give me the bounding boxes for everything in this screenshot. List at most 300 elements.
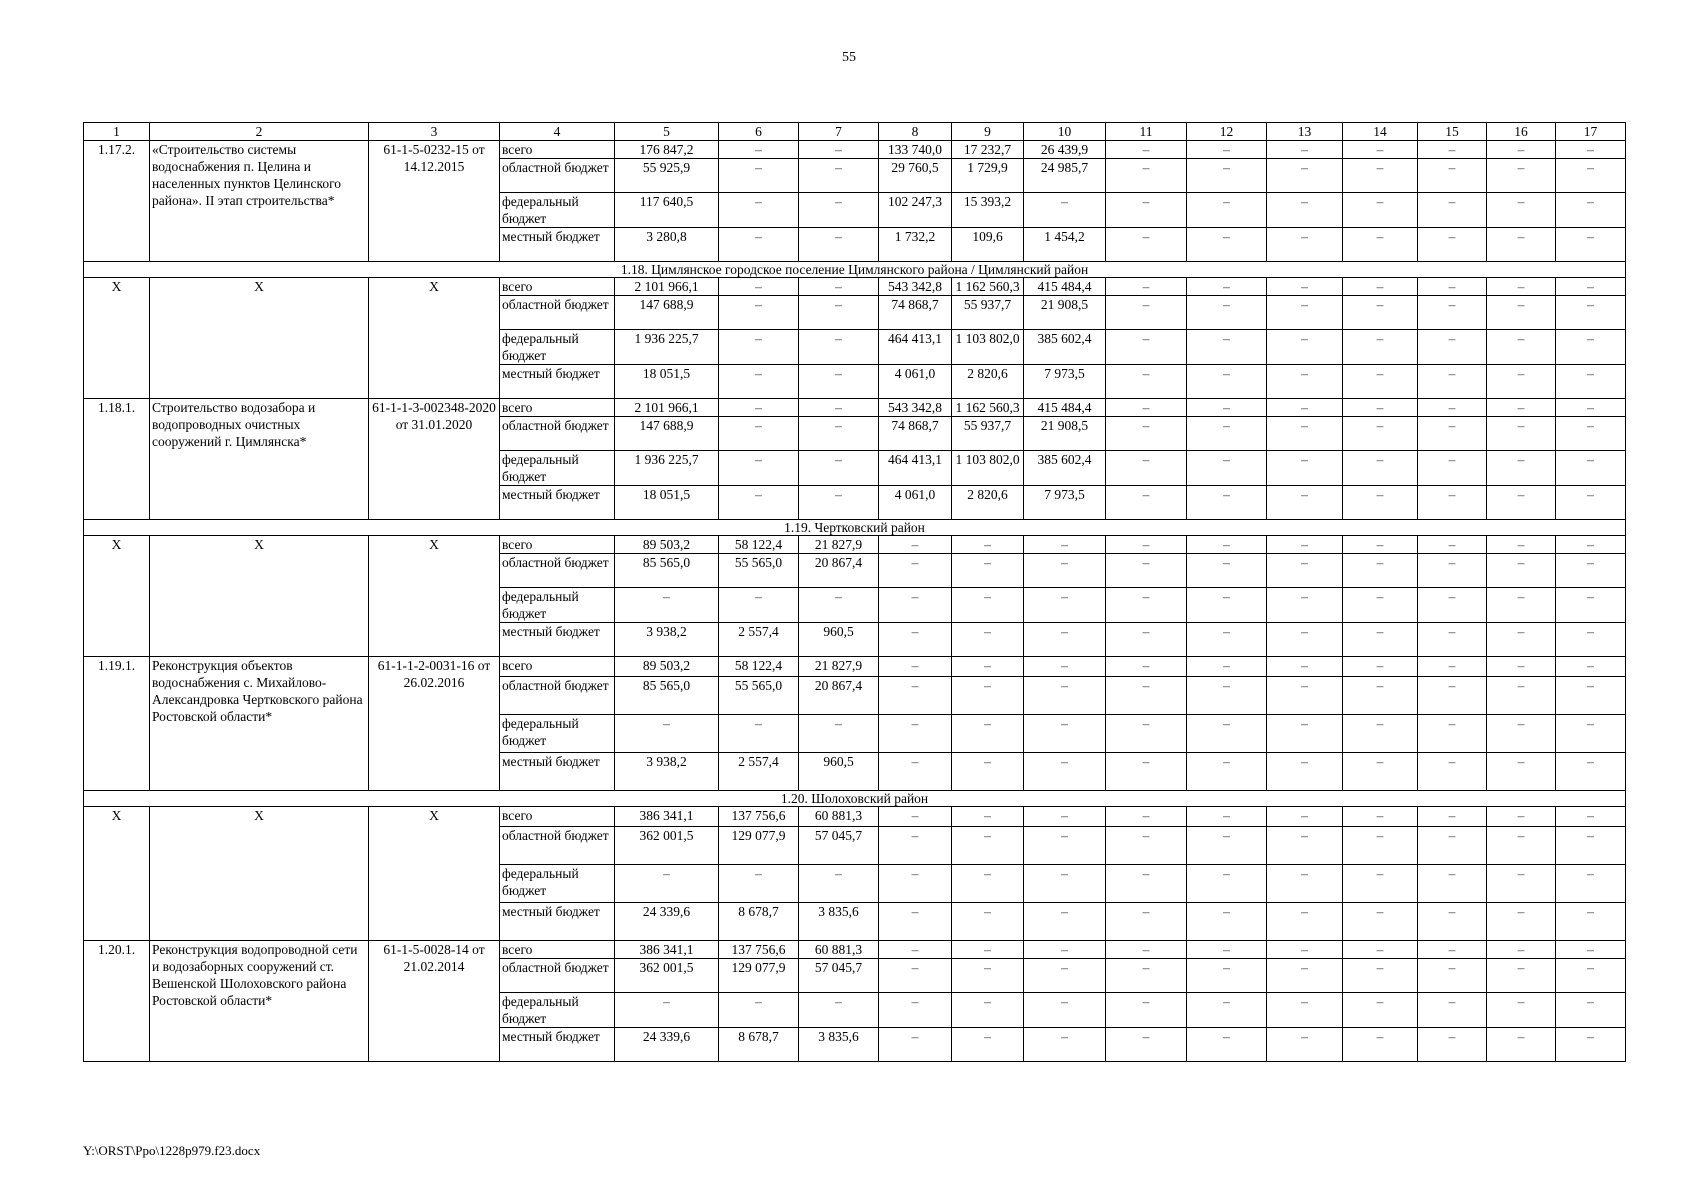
value-cell: – bbox=[1024, 536, 1106, 554]
col-header: 9 bbox=[952, 123, 1024, 141]
value-cell: 3 835,6 bbox=[799, 903, 879, 941]
value-cell: 89 503,2 bbox=[615, 657, 719, 677]
empty-value-cell: – bbox=[1418, 941, 1487, 959]
empty-value-cell: – bbox=[1106, 1028, 1187, 1062]
value-cell: – bbox=[952, 941, 1024, 959]
value-cell: – bbox=[719, 865, 799, 903]
empty-value-cell: – bbox=[1106, 865, 1187, 903]
value-cell: – bbox=[799, 193, 879, 228]
empty-value-cell: – bbox=[1187, 753, 1267, 791]
empty-value-cell: – bbox=[1487, 399, 1556, 417]
value-cell: – bbox=[799, 588, 879, 623]
empty-value-cell: – bbox=[1343, 903, 1418, 941]
empty-value-cell: – bbox=[1487, 588, 1556, 623]
empty-value-cell: – bbox=[1106, 228, 1187, 262]
value-cell: 415 484,4 bbox=[1024, 399, 1106, 417]
value-cell: 543 342,8 bbox=[879, 278, 952, 296]
empty-value-cell: – bbox=[1343, 193, 1418, 228]
value-cell: – bbox=[719, 141, 799, 159]
value-cell: – bbox=[615, 715, 719, 753]
empty-value-cell: – bbox=[1343, 365, 1418, 399]
empty-value-cell: – bbox=[1418, 330, 1487, 365]
budget-type: всего bbox=[500, 141, 615, 159]
budget-type: федеральный бюджет bbox=[500, 993, 615, 1028]
value-cell: 1 103 802,0 bbox=[952, 451, 1024, 486]
value-cell: 3 280,8 bbox=[615, 228, 719, 262]
empty-value-cell: – bbox=[1187, 228, 1267, 262]
value-cell: 2 101 966,1 bbox=[615, 278, 719, 296]
value-cell: 3 835,6 bbox=[799, 1028, 879, 1062]
value-cell: – bbox=[719, 399, 799, 417]
value-cell: 147 688,9 bbox=[615, 296, 719, 330]
value-cell: – bbox=[799, 159, 879, 193]
data-row bbox=[84, 657, 1626, 677]
empty-value-cell: – bbox=[1267, 554, 1343, 588]
value-cell: – bbox=[1024, 193, 1106, 228]
empty-value-cell: – bbox=[1267, 941, 1343, 959]
value-cell: – bbox=[952, 903, 1024, 941]
row-number: 1.18.1. bbox=[84, 399, 150, 520]
value-cell: – bbox=[615, 865, 719, 903]
empty-value-cell: – bbox=[1267, 536, 1343, 554]
empty-value-cell: – bbox=[1418, 677, 1487, 715]
empty-value-cell: – bbox=[1267, 623, 1343, 657]
value-cell: – bbox=[952, 536, 1024, 554]
value-cell: – bbox=[879, 588, 952, 623]
value-cell: 362 001,5 bbox=[615, 959, 719, 993]
budget-type: федеральный бюджет bbox=[500, 330, 615, 365]
value-cell: – bbox=[719, 278, 799, 296]
empty-value-cell: – bbox=[1556, 715, 1626, 753]
empty-value-cell: – bbox=[1106, 903, 1187, 941]
value-cell: 55 937,7 bbox=[952, 296, 1024, 330]
empty-value-cell: – bbox=[1556, 941, 1626, 959]
empty-value-cell: – bbox=[1418, 417, 1487, 451]
budget-type: всего bbox=[500, 657, 615, 677]
empty-value-cell: – bbox=[1487, 330, 1556, 365]
empty-value-cell: – bbox=[1418, 278, 1487, 296]
row-number: 1.19.1. bbox=[84, 657, 150, 791]
empty-value-cell: – bbox=[1487, 657, 1556, 677]
empty-value-cell: – bbox=[1556, 228, 1626, 262]
value-cell: – bbox=[879, 807, 952, 827]
empty-value-cell: – bbox=[1418, 1028, 1487, 1062]
value-cell: – bbox=[879, 677, 952, 715]
empty-value-cell: – bbox=[1556, 486, 1626, 520]
value-cell: – bbox=[1024, 677, 1106, 715]
value-cell: 109,6 bbox=[952, 228, 1024, 262]
value-cell: – bbox=[1024, 959, 1106, 993]
empty-value-cell: – bbox=[1267, 1028, 1343, 1062]
empty-value-cell: – bbox=[1343, 753, 1418, 791]
value-cell: – bbox=[952, 657, 1024, 677]
object-name: Х bbox=[150, 536, 369, 657]
empty-value-cell: – bbox=[1556, 365, 1626, 399]
empty-value-cell: – bbox=[1187, 486, 1267, 520]
empty-value-cell: – bbox=[1267, 330, 1343, 365]
value-cell: 117 640,5 bbox=[615, 193, 719, 228]
object-name: Х bbox=[150, 807, 369, 941]
empty-value-cell: – bbox=[1556, 417, 1626, 451]
empty-value-cell: – bbox=[1187, 159, 1267, 193]
financing-table bbox=[83, 122, 1626, 1062]
col-header: 4 bbox=[500, 123, 615, 141]
value-cell: 74 868,7 bbox=[879, 417, 952, 451]
empty-value-cell: – bbox=[1487, 865, 1556, 903]
value-cell: 2 820,6 bbox=[952, 486, 1024, 520]
value-cell: – bbox=[1024, 993, 1106, 1028]
empty-value-cell: – bbox=[1418, 903, 1487, 941]
value-cell: – bbox=[799, 993, 879, 1028]
budget-type: всего bbox=[500, 807, 615, 827]
empty-value-cell: – bbox=[1267, 753, 1343, 791]
empty-value-cell: – bbox=[1106, 753, 1187, 791]
value-cell: – bbox=[879, 993, 952, 1028]
value-cell: 1 103 802,0 bbox=[952, 330, 1024, 365]
data-row bbox=[84, 536, 1626, 554]
empty-value-cell: – bbox=[1106, 278, 1187, 296]
value-cell: – bbox=[879, 657, 952, 677]
empty-value-cell: – bbox=[1487, 417, 1556, 451]
empty-value-cell: – bbox=[1343, 536, 1418, 554]
empty-value-cell: – bbox=[1187, 296, 1267, 330]
empty-value-cell: – bbox=[1418, 536, 1487, 554]
empty-value-cell: – bbox=[1487, 278, 1556, 296]
empty-value-cell: – bbox=[1267, 193, 1343, 228]
value-cell: 58 122,4 bbox=[719, 657, 799, 677]
row-number: Х bbox=[84, 807, 150, 941]
value-cell: – bbox=[719, 486, 799, 520]
empty-value-cell: – bbox=[1343, 677, 1418, 715]
document-code: Х bbox=[369, 278, 500, 399]
object-name: Реконструкция водопроводной сети и водозаборных сооружений ст. Вешенской Шолоховского района Ростовской области* bbox=[150, 941, 369, 1062]
value-cell: 24 985,7 bbox=[1024, 159, 1106, 193]
budget-type: областной бюджет bbox=[500, 554, 615, 588]
empty-value-cell: – bbox=[1187, 588, 1267, 623]
empty-value-cell: – bbox=[1267, 588, 1343, 623]
empty-value-cell: – bbox=[1487, 715, 1556, 753]
header-row bbox=[84, 123, 1626, 141]
empty-value-cell: – bbox=[1106, 554, 1187, 588]
value-cell: – bbox=[879, 554, 952, 588]
value-cell: 464 413,1 bbox=[879, 330, 952, 365]
empty-value-cell: – bbox=[1343, 657, 1418, 677]
empty-value-cell: – bbox=[1267, 903, 1343, 941]
empty-value-cell: – bbox=[1418, 715, 1487, 753]
value-cell: – bbox=[879, 1028, 952, 1062]
value-cell: – bbox=[952, 807, 1024, 827]
value-cell: 20 867,4 bbox=[799, 554, 879, 588]
empty-value-cell: – bbox=[1343, 228, 1418, 262]
empty-value-cell: – bbox=[1556, 451, 1626, 486]
empty-value-cell: – bbox=[1487, 365, 1556, 399]
empty-value-cell: – bbox=[1487, 941, 1556, 959]
budget-type: всего bbox=[500, 278, 615, 296]
section-title: 1.18. Цимлянское городское поселение Цимлянского района / Цимлянский район bbox=[84, 262, 1626, 278]
empty-value-cell: – bbox=[1267, 677, 1343, 715]
empty-value-cell: – bbox=[1343, 278, 1418, 296]
value-cell: 4 061,0 bbox=[879, 365, 952, 399]
value-cell: – bbox=[1024, 941, 1106, 959]
empty-value-cell: – bbox=[1343, 554, 1418, 588]
value-cell: – bbox=[719, 715, 799, 753]
empty-value-cell: – bbox=[1556, 278, 1626, 296]
value-cell: – bbox=[1024, 715, 1106, 753]
value-cell: – bbox=[615, 993, 719, 1028]
empty-value-cell: – bbox=[1418, 554, 1487, 588]
empty-value-cell: – bbox=[1187, 941, 1267, 959]
value-cell: 1 732,2 bbox=[879, 228, 952, 262]
empty-value-cell: – bbox=[1487, 993, 1556, 1028]
empty-value-cell: – bbox=[1487, 451, 1556, 486]
empty-value-cell: – bbox=[1556, 623, 1626, 657]
empty-value-cell: – bbox=[1418, 657, 1487, 677]
empty-value-cell: – bbox=[1487, 554, 1556, 588]
value-cell: – bbox=[952, 677, 1024, 715]
empty-value-cell: – bbox=[1267, 993, 1343, 1028]
value-cell: – bbox=[879, 903, 952, 941]
empty-value-cell: – bbox=[1418, 588, 1487, 623]
empty-value-cell: – bbox=[1106, 296, 1187, 330]
budget-type: местный бюджет bbox=[500, 486, 615, 520]
budget-type: местный бюджет bbox=[500, 903, 615, 941]
value-cell: – bbox=[719, 330, 799, 365]
empty-value-cell: – bbox=[1556, 193, 1626, 228]
empty-value-cell: – bbox=[1267, 657, 1343, 677]
empty-value-cell: – bbox=[1343, 1028, 1418, 1062]
empty-value-cell: – bbox=[1187, 827, 1267, 865]
value-cell: – bbox=[719, 193, 799, 228]
col-header: 11 bbox=[1106, 123, 1187, 141]
value-cell: – bbox=[615, 588, 719, 623]
budget-type: областной бюджет bbox=[500, 959, 615, 993]
value-cell: – bbox=[879, 827, 952, 865]
budget-type: местный бюджет bbox=[500, 365, 615, 399]
value-cell: – bbox=[952, 753, 1024, 791]
empty-value-cell: – bbox=[1106, 330, 1187, 365]
value-cell: – bbox=[719, 451, 799, 486]
empty-value-cell: – bbox=[1418, 807, 1487, 827]
value-cell: 960,5 bbox=[799, 753, 879, 791]
value-cell: 55 937,7 bbox=[952, 417, 1024, 451]
value-cell: – bbox=[799, 278, 879, 296]
value-cell: 29 760,5 bbox=[879, 159, 952, 193]
col-header: 7 bbox=[799, 123, 879, 141]
budget-type: федеральный бюджет bbox=[500, 865, 615, 903]
data-row bbox=[84, 141, 1626, 159]
object-name: Х bbox=[150, 278, 369, 399]
empty-value-cell: – bbox=[1556, 993, 1626, 1028]
empty-value-cell: – bbox=[1418, 193, 1487, 228]
empty-value-cell: – bbox=[1267, 159, 1343, 193]
empty-value-cell: – bbox=[1187, 657, 1267, 677]
empty-value-cell: – bbox=[1267, 296, 1343, 330]
value-cell: 74 868,7 bbox=[879, 296, 952, 330]
empty-value-cell: – bbox=[1267, 278, 1343, 296]
value-cell: 176 847,2 bbox=[615, 141, 719, 159]
object-name: Строительство водозабора и водопроводных очистных сооружений г. Цимлянска* bbox=[150, 399, 369, 520]
empty-value-cell: – bbox=[1343, 399, 1418, 417]
empty-value-cell: – bbox=[1106, 941, 1187, 959]
budget-type: местный бюджет bbox=[500, 1028, 615, 1062]
value-cell: 20 867,4 bbox=[799, 677, 879, 715]
value-cell: 57 045,7 bbox=[799, 959, 879, 993]
col-header: 3 bbox=[369, 123, 500, 141]
col-header: 13 bbox=[1267, 123, 1343, 141]
empty-value-cell: – bbox=[1418, 141, 1487, 159]
value-cell: – bbox=[799, 330, 879, 365]
empty-value-cell: – bbox=[1487, 903, 1556, 941]
budget-type: федеральный бюджет bbox=[500, 715, 615, 753]
empty-value-cell: – bbox=[1106, 486, 1187, 520]
empty-value-cell: – bbox=[1556, 657, 1626, 677]
empty-value-cell: – bbox=[1106, 827, 1187, 865]
empty-value-cell: – bbox=[1187, 141, 1267, 159]
budget-type: областной бюджет bbox=[500, 827, 615, 865]
row-number: 1.17.2. bbox=[84, 141, 150, 262]
empty-value-cell: – bbox=[1267, 807, 1343, 827]
empty-value-cell: – bbox=[1343, 807, 1418, 827]
value-cell: 385 602,4 bbox=[1024, 330, 1106, 365]
empty-value-cell: – bbox=[1487, 193, 1556, 228]
col-header: 6 bbox=[719, 123, 799, 141]
value-cell: – bbox=[799, 715, 879, 753]
empty-value-cell: – bbox=[1106, 657, 1187, 677]
value-cell: 137 756,6 bbox=[719, 807, 799, 827]
empty-value-cell: – bbox=[1487, 677, 1556, 715]
empty-value-cell: – bbox=[1343, 417, 1418, 451]
empty-value-cell: – bbox=[1556, 903, 1626, 941]
document-code: Х bbox=[369, 807, 500, 941]
value-cell: – bbox=[1024, 865, 1106, 903]
empty-value-cell: – bbox=[1343, 865, 1418, 903]
value-cell: 85 565,0 bbox=[615, 554, 719, 588]
value-cell: 2 820,6 bbox=[952, 365, 1024, 399]
data-row bbox=[84, 941, 1626, 959]
empty-value-cell: – bbox=[1343, 159, 1418, 193]
value-cell: 7 973,5 bbox=[1024, 486, 1106, 520]
empty-value-cell: – bbox=[1187, 807, 1267, 827]
empty-value-cell: – bbox=[1556, 1028, 1626, 1062]
empty-value-cell: – bbox=[1106, 159, 1187, 193]
empty-value-cell: – bbox=[1343, 588, 1418, 623]
empty-value-cell: – bbox=[1267, 486, 1343, 520]
data-row bbox=[84, 399, 1626, 417]
section-row bbox=[84, 791, 1626, 807]
empty-value-cell: – bbox=[1487, 753, 1556, 791]
value-cell: 2 557,4 bbox=[719, 753, 799, 791]
empty-value-cell: – bbox=[1487, 296, 1556, 330]
empty-value-cell: – bbox=[1106, 536, 1187, 554]
empty-value-cell: – bbox=[1106, 193, 1187, 228]
value-cell: 464 413,1 bbox=[879, 451, 952, 486]
value-cell: – bbox=[799, 296, 879, 330]
empty-value-cell: – bbox=[1267, 827, 1343, 865]
empty-value-cell: – bbox=[1106, 588, 1187, 623]
col-header: 2 bbox=[150, 123, 369, 141]
empty-value-cell: – bbox=[1487, 228, 1556, 262]
budget-type: федеральный бюджет bbox=[500, 193, 615, 228]
table-body bbox=[84, 123, 1626, 1062]
document-code: 61-1-1-3-002348-2020 от 31.01.2020 bbox=[369, 399, 500, 520]
value-cell: – bbox=[719, 417, 799, 451]
empty-value-cell: – bbox=[1187, 536, 1267, 554]
empty-value-cell: – bbox=[1556, 554, 1626, 588]
empty-value-cell: – bbox=[1487, 827, 1556, 865]
value-cell: 102 247,3 bbox=[879, 193, 952, 228]
value-cell: – bbox=[879, 623, 952, 657]
empty-value-cell: – bbox=[1487, 159, 1556, 193]
value-cell: – bbox=[952, 827, 1024, 865]
empty-value-cell: – bbox=[1187, 554, 1267, 588]
value-cell: – bbox=[799, 365, 879, 399]
empty-value-cell: – bbox=[1106, 451, 1187, 486]
empty-value-cell: – bbox=[1556, 536, 1626, 554]
empty-value-cell: – bbox=[1106, 623, 1187, 657]
value-cell: – bbox=[952, 588, 1024, 623]
value-cell: 385 602,4 bbox=[1024, 451, 1106, 486]
section-title: 1.20. Шолоховский район bbox=[84, 791, 1626, 807]
budget-type: областной бюджет bbox=[500, 677, 615, 715]
empty-value-cell: – bbox=[1187, 623, 1267, 657]
empty-value-cell: – bbox=[1187, 677, 1267, 715]
empty-value-cell: – bbox=[1267, 715, 1343, 753]
budget-type: местный бюджет bbox=[500, 753, 615, 791]
empty-value-cell: – bbox=[1187, 365, 1267, 399]
empty-value-cell: – bbox=[1267, 451, 1343, 486]
empty-value-cell: – bbox=[1418, 399, 1487, 417]
value-cell: – bbox=[799, 451, 879, 486]
data-row bbox=[84, 278, 1626, 296]
col-header: 5 bbox=[615, 123, 719, 141]
budget-type: областной бюджет bbox=[500, 159, 615, 193]
value-cell: 21 827,9 bbox=[799, 536, 879, 554]
value-cell: 21 827,9 bbox=[799, 657, 879, 677]
section-title: 1.19. Чертковский район bbox=[84, 520, 1626, 536]
empty-value-cell: – bbox=[1343, 993, 1418, 1028]
value-cell: – bbox=[799, 141, 879, 159]
value-cell: – bbox=[1024, 1028, 1106, 1062]
empty-value-cell: – bbox=[1556, 677, 1626, 715]
empty-value-cell: – bbox=[1418, 959, 1487, 993]
row-number: 1.20.1. bbox=[84, 941, 150, 1062]
empty-value-cell: – bbox=[1418, 865, 1487, 903]
empty-value-cell: – bbox=[1418, 486, 1487, 520]
budget-type: местный бюджет bbox=[500, 623, 615, 657]
value-cell: – bbox=[952, 993, 1024, 1028]
value-cell: 18 051,5 bbox=[615, 365, 719, 399]
empty-value-cell: – bbox=[1556, 588, 1626, 623]
empty-value-cell: – bbox=[1187, 330, 1267, 365]
empty-value-cell: – bbox=[1418, 365, 1487, 399]
col-header: 1 bbox=[84, 123, 150, 141]
empty-value-cell: – bbox=[1343, 296, 1418, 330]
value-cell: 15 393,2 bbox=[952, 193, 1024, 228]
empty-value-cell: – bbox=[1267, 365, 1343, 399]
value-cell: 2 557,4 bbox=[719, 623, 799, 657]
value-cell: 543 342,8 bbox=[879, 399, 952, 417]
empty-value-cell: – bbox=[1106, 141, 1187, 159]
budget-type: областной бюджет bbox=[500, 417, 615, 451]
empty-value-cell: – bbox=[1487, 959, 1556, 993]
document-code: 61-1-1-2-0031-16 от 26.02.2016 bbox=[369, 657, 500, 791]
budget-type: федеральный бюджет bbox=[500, 588, 615, 623]
value-cell: 26 439,9 bbox=[1024, 141, 1106, 159]
value-cell: – bbox=[719, 588, 799, 623]
section-row bbox=[84, 520, 1626, 536]
empty-value-cell: – bbox=[1556, 807, 1626, 827]
value-cell: 386 341,1 bbox=[615, 941, 719, 959]
